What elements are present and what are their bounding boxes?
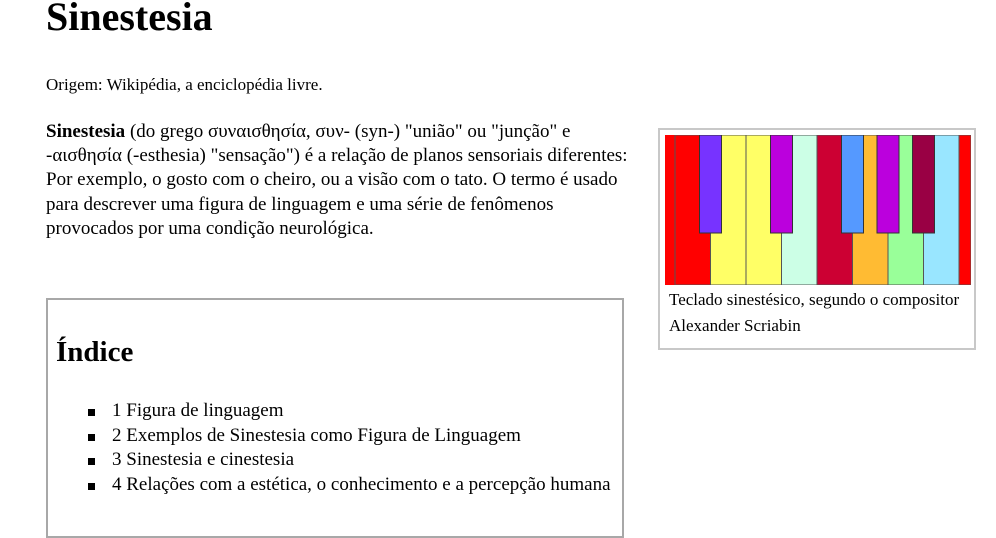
page-title: Sinestesia	[46, 0, 213, 39]
synesthetic-keyboard-image[interactable]	[665, 135, 971, 285]
toc-item-4[interactable]: 4 Relações com a estética, o conhecimento e a percepção humana	[88, 473, 618, 498]
piano-key-edge	[665, 135, 675, 285]
toc-item-3[interactable]: 3 Sinestesia e cinestesia	[88, 448, 618, 473]
piano-black-key	[700, 135, 722, 233]
figure-caption: Teclado sinestésico, segundo o compositor Alexander Scriabin	[669, 290, 960, 335]
table-of-contents	[46, 298, 624, 538]
piano-white-key	[959, 135, 971, 285]
toc-item-1[interactable]: 1 Figura de linguagem	[88, 399, 618, 424]
toc-list	[88, 399, 618, 497]
piano-black-key	[877, 135, 899, 233]
toc-item-2[interactable]: 2 Exemplos de Sinestesia como Figura de Linguagem	[88, 424, 618, 449]
intro-text: (do grego συναισθησία, συν- (syn-) "união" ou "junção" e -αισθησία (-esthesia) "sensação") é a relação de planos sensoriais diferentes: Por exemplo, o gosto com o cheiro, ou a visão com o tato. O termo é usado para descrever uma figura de linguagem e uma série de fenômenos provocados por uma condição neurológica.	[46, 121, 628, 239]
piano-black-key	[771, 135, 793, 233]
intro-term: Sinestesia	[46, 121, 126, 142]
figure-thumbnail	[658, 128, 976, 350]
piano-black-key	[842, 135, 864, 233]
intro-paragraph	[46, 120, 636, 241]
toc-heading: Índice	[56, 336, 134, 368]
piano-black-key	[913, 135, 935, 233]
page-origin: Origem: Wikipédia, a enciclopédia livre.	[46, 75, 323, 94]
